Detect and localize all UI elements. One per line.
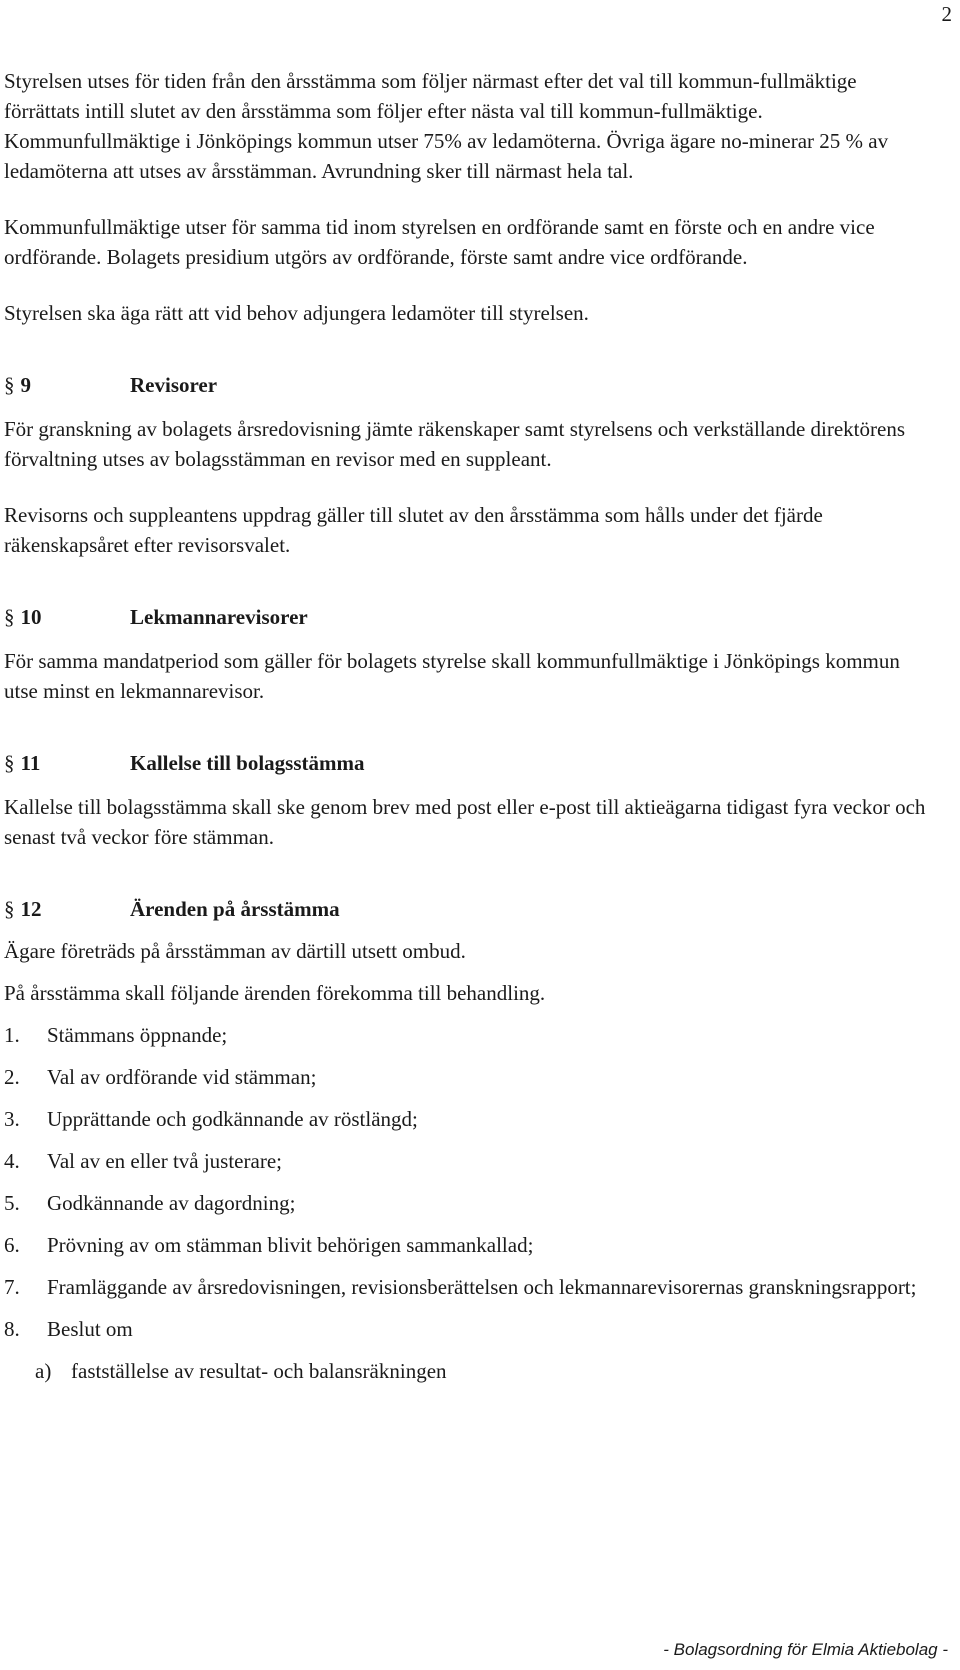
paragraph: Kommunfullmäktige i Jönköpings kommun utser 75% av ledamöterna. Övriga ägare no-minerar 25 % av ledamöterna att utses av årsstämman. Avrundning sker till närmast hela tal.	[4, 129, 889, 183]
document-body	[4, 66, 934, 1386]
paragraph: Kommunfullmäktige utser för samma tid inom styrelsen en ordförande samt en förste och en andre vice ordförande. Bolagets presidium utgörs av ordförande, förste samt andre vice ordförande.	[4, 215, 875, 269]
list-item: 8. Beslut om	[4, 1317, 133, 1341]
list-item: 4. Val av en eller två justerare;	[4, 1149, 282, 1173]
sub-list-item: a) fastställelse av resultat- och balansräkningen	[35, 1359, 447, 1383]
list-item: 1. Stämmans öppnande;	[4, 1023, 228, 1047]
section-number: 9	[20, 373, 31, 397]
section-heading-12	[4, 894, 934, 924]
paragraph: Ägare företräds på årsstämman av därtill utsett ombud.	[4, 939, 466, 963]
section-sign: §	[4, 373, 15, 397]
paragraph: Styrelsen ska äga rätt att vid behov adjungera ledamöter till styrelsen.	[4, 301, 589, 325]
section-sign: §	[4, 605, 15, 629]
section-title: Kallelse till bolagsstämma	[130, 751, 365, 775]
paragraph: Revisorns och suppleantens uppdrag gäller till slutet av den årsstämma som hålls under det fjärde räkenskapsåret efter revisorsvalet.	[4, 503, 823, 557]
agenda-list	[4, 1020, 934, 1386]
section-number: 11	[20, 751, 41, 775]
section-heading-11	[4, 748, 934, 778]
paragraph: På årsstämma skall följande ärenden förekomma till behandling.	[4, 981, 546, 1005]
section-number: 10	[20, 605, 42, 629]
list-item: 3. Upprättande och godkännande av röstlängd;	[4, 1107, 418, 1131]
section-heading-9	[4, 370, 934, 400]
page-footer: - Bolagsordning för Elmia Aktiebolag -	[663, 1640, 948, 1659]
section-heading-10	[4, 602, 934, 632]
section-title: Ärenden på årsstämma	[130, 897, 340, 921]
section-title: Lekmannarevisorer	[130, 605, 308, 629]
section-sign: §	[4, 751, 15, 775]
list-item: 7. Framläggande av årsredovisningen, revisionsberättelsen och lekmannarevisorernas granskningsrapport;	[4, 1275, 917, 1299]
list-item: 5. Godkännande av dagordning;	[4, 1191, 296, 1215]
section-sign: §	[4, 897, 15, 921]
paragraph: För samma mandatperiod som gäller för bolagets styrelse skall kommunfullmäktige i Jönköpings kommun utse minst en lekmannarevisor.	[4, 649, 900, 703]
section-title: Revisorer	[130, 373, 218, 397]
paragraph: Styrelsen utses för tiden från den årsstämma som följer närmast efter det val till kommun-fullmäktige förrättats intill slutet av den årsstämma som följer efter nästa val till kommun-fullmäktige.	[4, 69, 857, 123]
list-item: 2. Val av ordförande vid stämman;	[4, 1065, 317, 1089]
section-number: 12	[20, 897, 42, 921]
paragraph: Kallelse till bolagsstämma skall ske genom brev med post eller e-post till aktieägarna tidigast fyra veckor och senast två veckor före stämman.	[4, 795, 926, 849]
list-item: 6. Prövning av om stämman blivit behörigen sammankallad;	[4, 1233, 534, 1257]
paragraph: För granskning av bolagets årsredovisning jämte räkenskaper samt styrelsens och verkställande direktörens förvaltning utses av bolagsstämman en revisor med en suppleant.	[4, 417, 906, 471]
page-number: 2	[941, 2, 952, 26]
